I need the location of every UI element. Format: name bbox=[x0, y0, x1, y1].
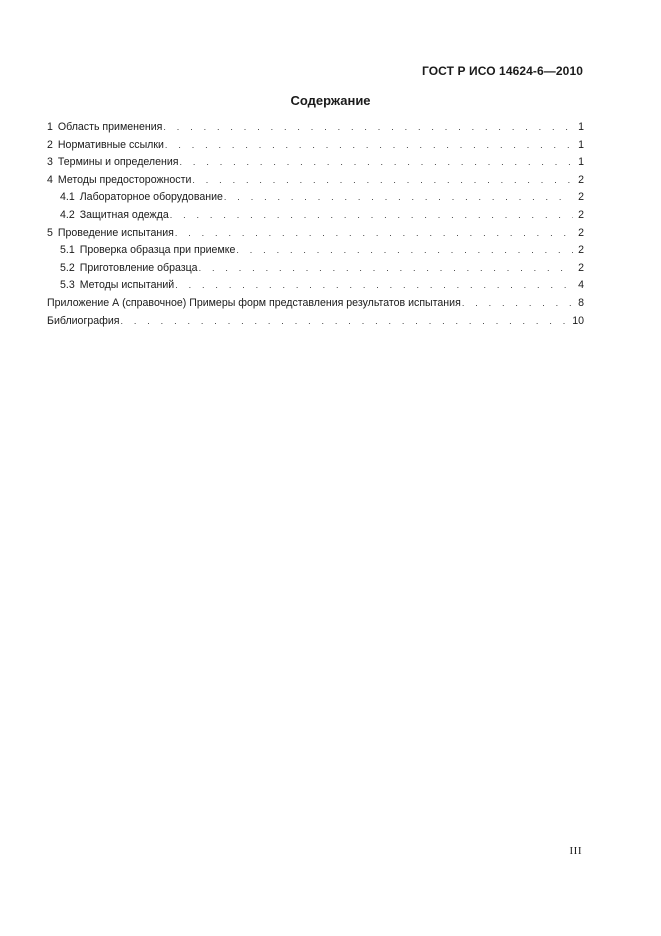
toc-entry-title: Область применения bbox=[57, 121, 163, 133]
toc-entry-4-2 bbox=[47, 207, 584, 225]
toc-entry-5-2 bbox=[47, 260, 584, 278]
toc-entry-page: 2 bbox=[578, 261, 584, 274]
toc-entry-title: Приготовление образца bbox=[79, 261, 198, 274]
document-code: ГОСТ Р ИСО 14624-6—2010 bbox=[421, 64, 583, 78]
toc-entry-title: Проверка образца при приемке bbox=[79, 244, 236, 257]
toc-entry-title: Методы испытаний bbox=[79, 279, 175, 292]
toc-entry-number: 2 bbox=[47, 138, 53, 151]
toc-entry-number: 5 bbox=[47, 226, 53, 239]
dot-leader bbox=[175, 225, 573, 243]
toc-entry-title: Лабораторное оборудование bbox=[79, 191, 223, 204]
dot-leader bbox=[163, 119, 573, 137]
toc-entry-title: Приложение А (справочное) Примеры форм представления результатов испытания bbox=[47, 296, 461, 309]
dot-leader bbox=[165, 137, 573, 155]
dot-leader bbox=[199, 260, 573, 278]
toc-entry-title: Защитная одежда bbox=[79, 208, 169, 221]
toc-entry-5 bbox=[47, 225, 584, 243]
dot-leader bbox=[120, 313, 569, 331]
toc-entry-page: 10 bbox=[572, 314, 584, 327]
toc-entry-1 bbox=[47, 119, 584, 137]
toc-entry-page: 1 bbox=[578, 121, 584, 133]
toc-entry-4-1 bbox=[47, 189, 584, 207]
toc-entry-page: 8 bbox=[578, 296, 584, 309]
toc-entry-appendix-a bbox=[47, 295, 584, 313]
page-number: III bbox=[569, 845, 582, 857]
toc-entry-bibliography bbox=[47, 313, 584, 331]
toc-entry-number: 5.1 bbox=[60, 244, 75, 257]
toc-entry-number: 4 bbox=[47, 173, 53, 186]
dot-leader bbox=[170, 207, 573, 225]
toc-entry-number: 5.2 bbox=[60, 261, 75, 274]
toc-entry-title: Термины и определения bbox=[57, 156, 179, 169]
toc-entry-number: 3 bbox=[47, 156, 53, 169]
toc-entry-page: 1 bbox=[578, 138, 584, 151]
toc-entry-5-1 bbox=[47, 242, 584, 260]
toc-entry-page: 2 bbox=[578, 244, 584, 257]
toc-entry-title: Методы предосторожности bbox=[57, 173, 192, 186]
toc-entry-page: 2 bbox=[578, 191, 584, 204]
toc-entry-number: 4.1 bbox=[60, 191, 75, 204]
toc-entry-page: 2 bbox=[578, 208, 584, 221]
toc-entry-title: Библиография bbox=[47, 314, 120, 327]
dot-leader bbox=[175, 277, 573, 295]
toc-entry-number: 5.3 bbox=[60, 279, 75, 292]
dot-leader bbox=[192, 172, 573, 190]
dot-leader bbox=[236, 242, 573, 260]
toc-entry-title: Нормативные ссылки bbox=[57, 138, 164, 151]
toc-entry-5-3 bbox=[47, 277, 584, 295]
toc-title: Содержание bbox=[290, 93, 371, 108]
dot-leader bbox=[224, 189, 573, 207]
toc-entry-number: 4.2 bbox=[60, 208, 75, 221]
toc-entry-title: Проведение испытания bbox=[57, 226, 174, 239]
toc-entry-2 bbox=[47, 137, 584, 155]
toc-entry-page: 2 bbox=[578, 226, 584, 239]
toc-entry-4 bbox=[47, 172, 584, 190]
toc-entry-page: 1 bbox=[578, 156, 584, 169]
toc-entry-3 bbox=[47, 154, 584, 172]
toc-entry-page: 2 bbox=[578, 173, 584, 186]
table-of-contents bbox=[47, 119, 584, 330]
dot-leader bbox=[462, 295, 573, 313]
dot-leader bbox=[180, 154, 573, 172]
toc-entry-number: 1 bbox=[47, 121, 53, 133]
toc-entry-page: 4 bbox=[578, 279, 584, 292]
